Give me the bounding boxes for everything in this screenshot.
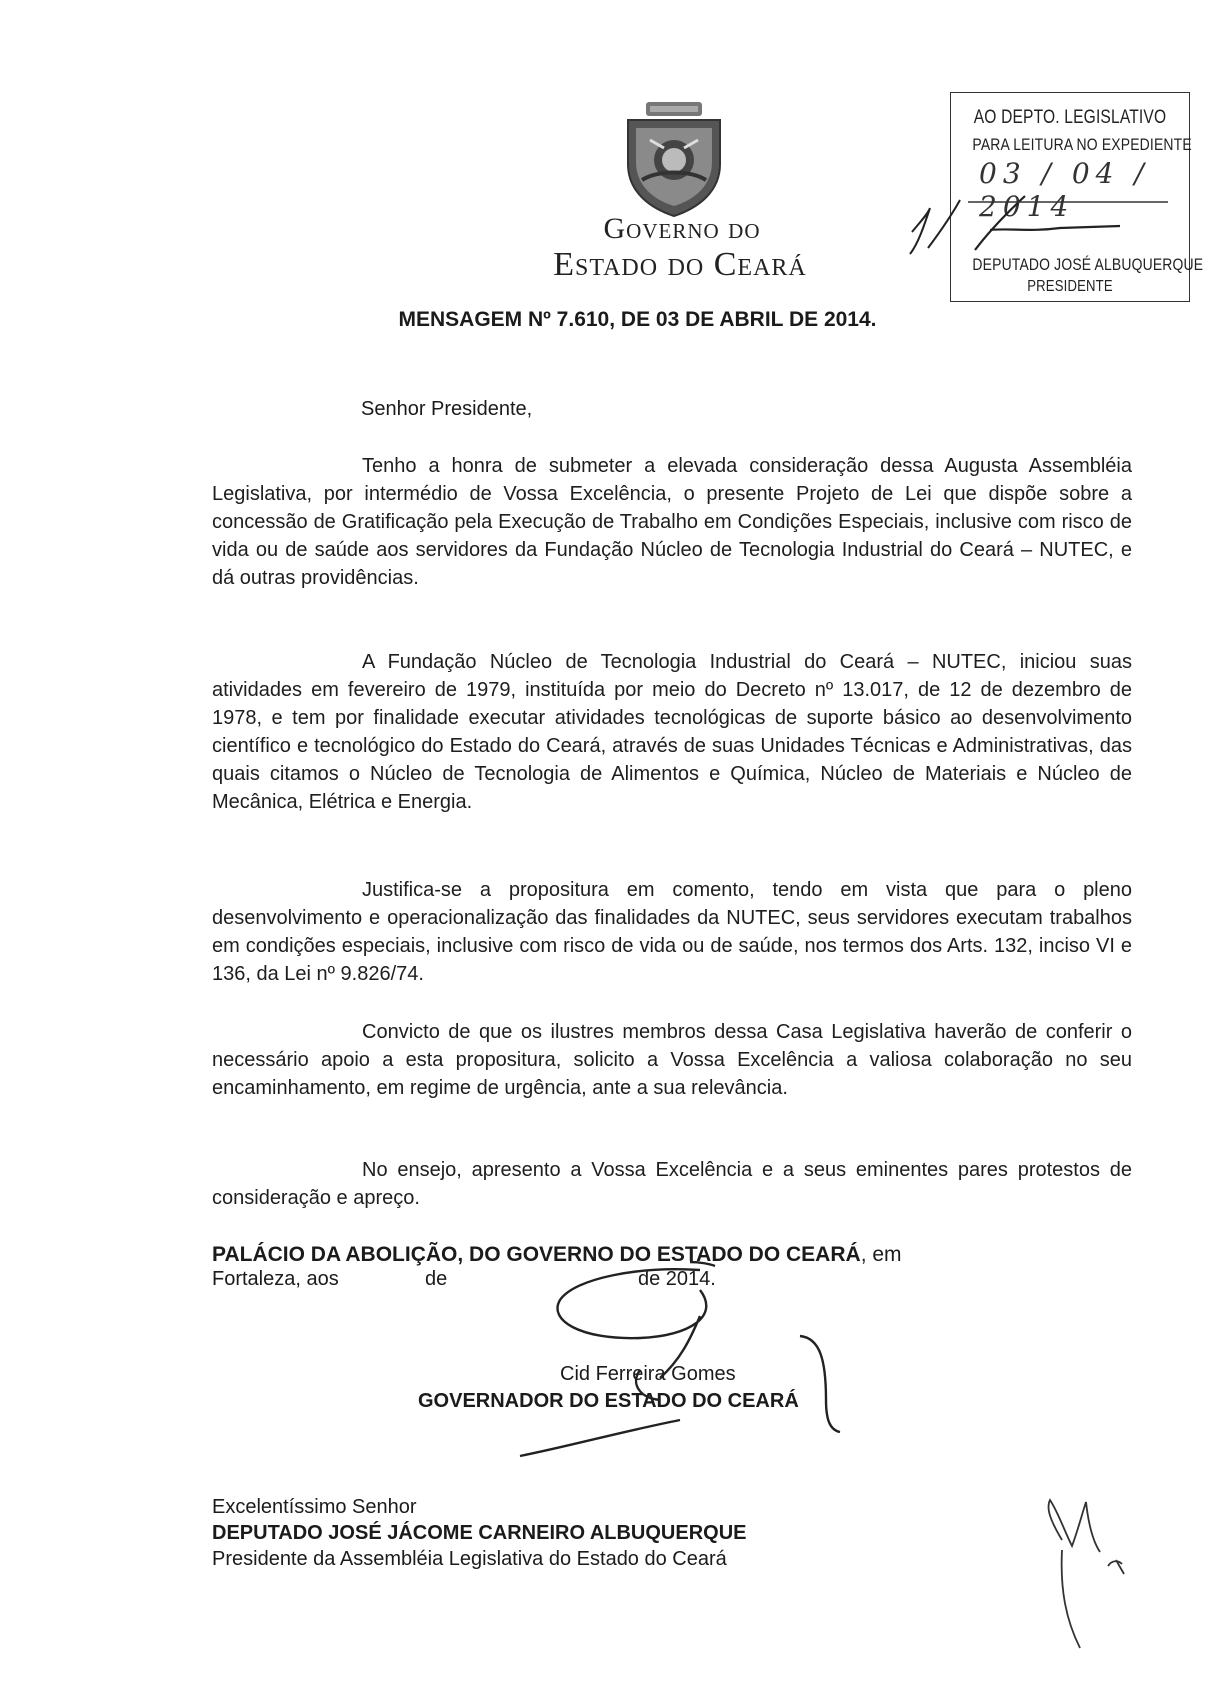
stamp-line-4: PRESIDENTE [1027,278,1113,295]
signatory-title: GOVERNADOR DO ESTADO DO CEARÁ [418,1390,799,1412]
paragraph-5-text: No ensejo, apresento a Vossa Excelência e a seus eminentes pares protestos de consideração e apreço. [212,1159,1132,1209]
paragraph-3 [212,876,1132,988]
palace-line [212,1240,1132,1270]
addressee-line-1: Excelentíssimo Senhor [212,1496,417,1518]
governor-signature-mark [520,1262,840,1456]
paragraph-2-text: A Fundação Núcleo de Tecnologia Industrial do Ceará – NUTEC, iniciou suas atividades em fevereiro de 1979, instituída por meio do Decreto nº 13.017, de 12 de dezembro de 1978, e tem por finalidade executar atividades tecnológicas de suporte básico ao desenvolvimento científico e tecnológico do Estado do Ceará, através de suas Unidades Técnicas e Administrativas, das quais citamos o Núcleo de Tecnologia de Alimentos e Química, Núcleo de Materiais e Núcleo de Mecânica, Elétrica e Energia. [212,651,1132,813]
date-de-1: de [425,1268,448,1290]
government-line-2: Estado do Ceará [553,246,807,283]
coat-of-arms-icon [620,100,728,218]
stamp-line-1: AO DEPTO. LEGISLATIVO [973,107,1167,128]
fortaleza-text: Fortaleza, aos [212,1268,339,1290]
stamp-line-3: DEPUTADO JOSÉ ALBUQUERQUE [972,255,1204,274]
signatory-name: Cid Ferreira Gomes [560,1363,736,1385]
stamp-handwritten-date: 03 / 04 / 2014 [979,157,1150,223]
reception-stamp [950,92,1204,302]
message-title: MENSAGEM Nº 7.610, DE 03 DE ABRIL DE 2014. [398,308,877,331]
paragraph-1 [212,452,1132,592]
paragraph-4-text: Convicto de que os ilustres membros dessa Casa Legislativa haverão de conferir o necessário apoio a esta propositura, solicito a Vossa Excelência a valiosa colaboração no seu encaminhamento, em regime de urgência, ante a sua relevância. [212,1021,1132,1099]
stamp-line-2: PARA LEITURA NO EXPEDIENTE [972,135,1192,154]
paragraph-2 [212,648,1132,816]
government-line-1: Governo do [603,212,761,245]
addressee-name: DEPUTADO JOSÉ JÁCOME CARNEIRO ALBUQUERQUE [212,1522,747,1544]
paragraph-3-text: Justifica-se a propositura em comento, tendo em vista que para o pleno desenvolvimento e operacionalização das finalidades da NUTEC, seus servidores executam trabalhos em condições especiais, inclusive com risco de vida ou de saúde, nos termos dos Arts. 132, inciso VI e 136, da Lei nº 9.826/74. [212,879,1132,985]
palace-name: PALÁCIO DA ABOLIÇÃO, DO GOVERNO DO ESTADO DO CEARÁ [212,1243,861,1266]
paragraph-5 [212,1156,1132,1212]
palace-tail: , em [860,1243,902,1266]
paragraph-4 [212,1018,1132,1102]
date-de-2: de 2014. [638,1268,716,1290]
bottom-initials-mark [1049,1500,1125,1648]
addressee-role: Presidente da Assembléia Legislativa do Estado do Ceará [212,1548,727,1570]
salutation: Senhor Presidente, [361,398,533,420]
paragraph-1-text: Tenho a honra de submeter a elevada consideração dessa Augusta Assembléia Legislativa, por intermédio de Vossa Excelência, o presente Projeto de Lei que dispõe sobre a concessão de Gratificação pela Execução de Trabalho em Condições Especiais, inclusive com risco de vida ou de saúde aos servidores da Fundação Núcleo de Tecnologia Industrial do Ceará – NUTEC, e dá outras providências. [212,455,1132,589]
